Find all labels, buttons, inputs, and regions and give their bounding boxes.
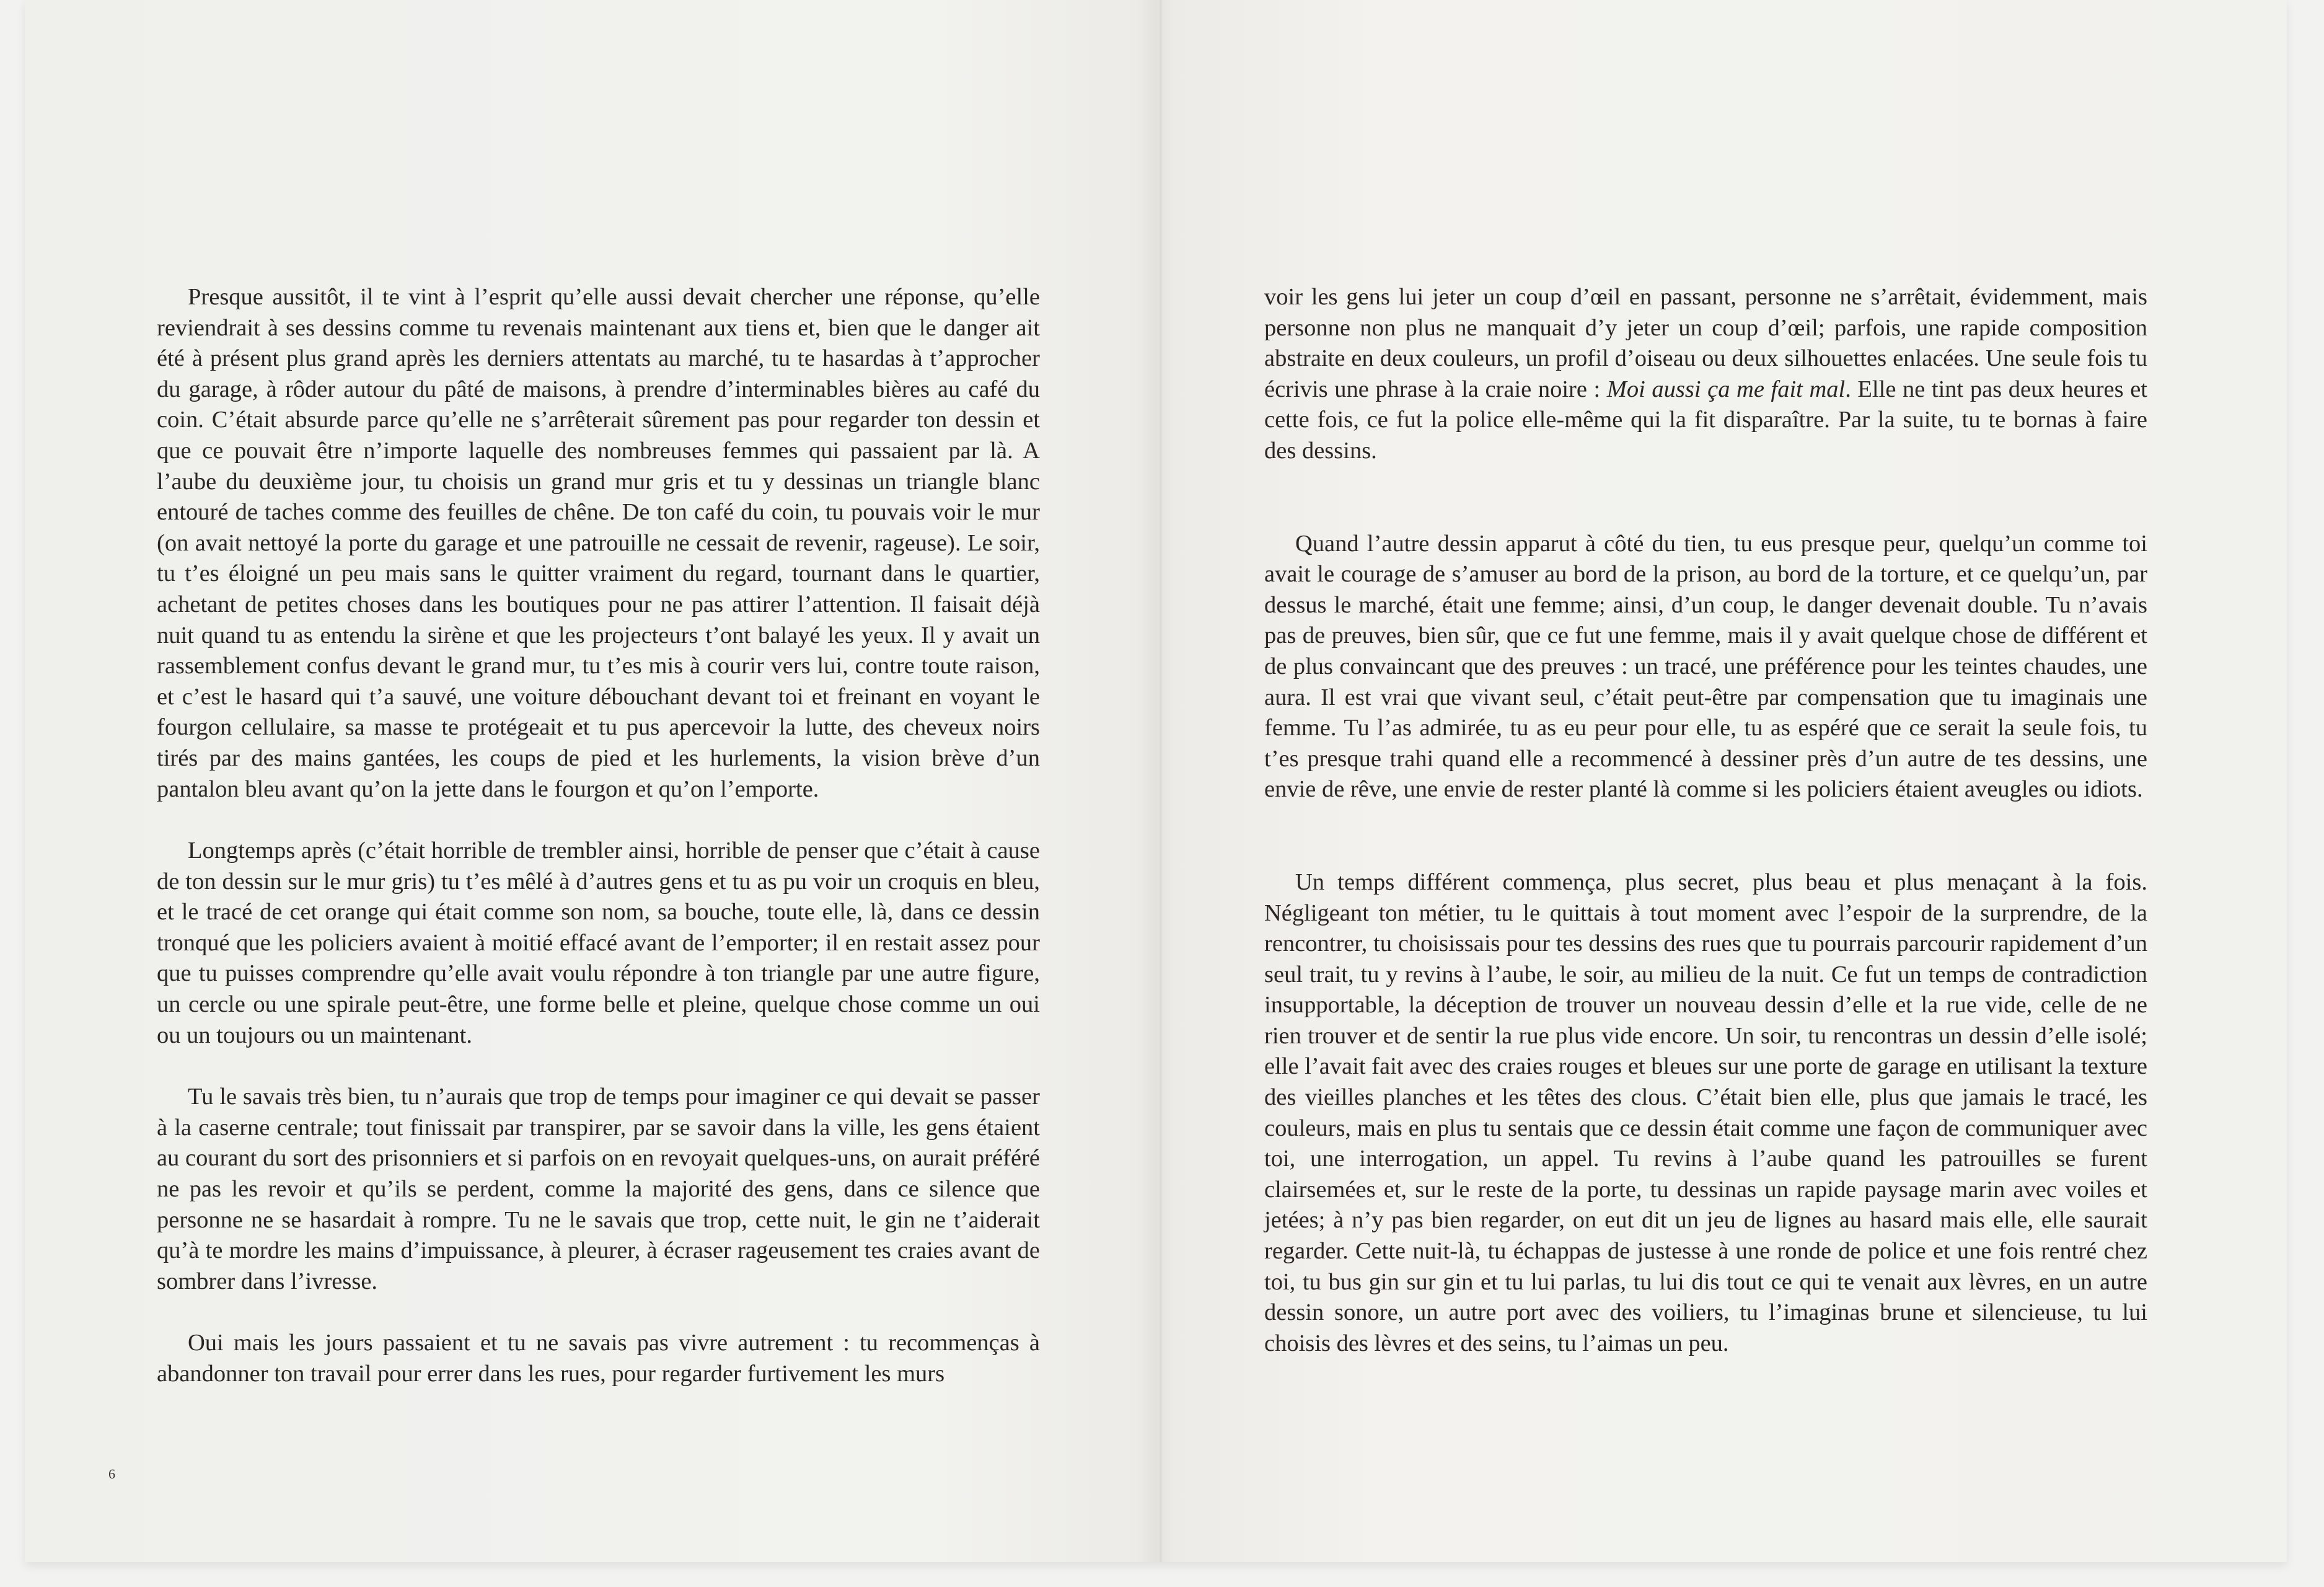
chalk-phrase: Moi aussi ça me fait mal [1606,376,1846,402]
left-paragraph-3: Tu le savais très bien, tu n’aurais que trop de temps pour imaginer ce qui devait se passer à la caserne centrale; tout finissait par transpirer, par se savoir dans la ville, les gens étaient au courant du sort des prisonniers et si parfois on en revoyait quelques-uns, on aurait préféré ne pas les revoir et qu’ils se perdent, comme la majorité des gens, dans ce silence que personne ne se hasardait à rompre. Tu ne le savais que trop, cette nuit, le gin ne t’aiderait qu’à te mordre les mains d’impuissance, à pleurer, à écraser rageusement tes craies avant de sombrer dans l’ivresse. [157,1084,1040,1294]
right-paragraph-2: Quand l’autre dessin apparut à côté du tien, tu eus presque peur, quelqu’un comme toi avait le courage de s’amuser au bord de la prison, au bord de la torture, et ce quelqu’un, par dessus le marché, était une femme; ainsi, d’un coup, le danger devenait double. Tu n’avais pas de preuves, bien sûr, que ce fut une femme, mais il y avait quelque chose de différent et de plus convaincant que des preuves : un tracé, une préférence pour les teintes chaudes, une aura. Il est vrai que vivant seul, c’était peut-être par compensation que tu imaginais une femme. Tu l’as admirée, tu as eu peur pour elle, tu as espéré que ce serait la seule fois, tu t’es presque trahi quand elle a recommencé à dessiner près d’un autre de tes dessins, une envie de rêve, une envie de rester planté là comme si les policiers étaient aveugles ou idiots. [1264,530,2147,803]
right-page-text [1264,282,2147,1359]
right-paragraph-3: Un temps différent commença, plus secret, plus beau et plus menaçant à la fois. Négligeant ton métier, tu le quittais à tout moment avec l’espoir de la surprendre, de la rencontrer, tu choisissais pour tes dessins des rues que tu pourrais parcourir rapidement d’un seul trait, tu y revins à l’aube, le soir, au milieu de la nuit. Ce fut un temps de contradiction insupportable, la déception de trouver un nouveau dessin d’elle et la rue vide, celle de ne rien trouver et de sentir la rue plus vide encore. Un soir, tu rencontras un dessin d’elle isolé; elle l’avait fait avec des craies rouges et bleues sur une porte de garage en utilisant la texture des vieilles planches et les têtes des clous. C’était bien elle, plus que jamais le tracé, les couleurs, mais en plus tu sentais que ce dessin était comme une façon de communiquer avec toi, une interrogation, un appel. Tu revins à l’aube quand les patrouilles se furent clairsemées et, sur le reste de la porte, tu dessinas un rapide paysage marin avec voiles et jetées; à n’y pas bien regarder, on eut dit un jeu de lignes au hasard mais elle, elle saurait regarder. Cette nuit-là, tu échappas de justesse à une ronde de police et une fois rentré chez toi, tu bus gin sur gin et tu lui parlas, tu lui dis tout ce qui te venait aux lèvres, en un autre dessin sonore, un autre port avec des voiliers, tu l’imaginas brune et silencieuse, tu lui choisis des lèvres et des seins, tu l’aimas un peu. [1264,869,2147,1356]
left-paragraph-4: Oui mais les jours passaient et tu ne savais pas vivre autrement : tu recommenças à abandonner ton travail pour errer dans les rues, pour regarder furtivement les murs [157,1330,1040,1387]
left-paragraph-2: Longtemps après (c’était horrible de trembler ainsi, horrible de penser que c’était à cause de ton dessin sur le mur gris) tu t’es mêlé à d’autres gens et tu as pu voir un croquis en bleu, et le tracé de cet orange qui était comme son nom, sa bouche, toute elle, là, dans ce dessin tronqué que les policiers avaient à moitié effacé avant de l’emporter; il en restait assez pour que tu puisses comprendre qu’elle avait voulu répondre à ton triangle par une autre figure, un cercle ou une spirale peut-être, une forme belle et pleine, quelque chose comme un oui ou un toujours ou un maintenant. [157,838,1040,1048]
left-paragraph-1: Presque aussitôt, il te vint à l’esprit qu’elle aussi devait chercher une réponse, qu’elle reviendrait à ses dessins comme tu revenais maintenant aux tiens et, bien que le danger ait été à présent plus grand après les derniers attentats au marché, tu te hasardas à t’approcher du garage, à rôder autour du pâté de maisons, à prendre d’interminables bières au café du coin. C’était absurde parce qu’elle ne s’arrêterait sûrement pas pour regarder ton dessin et que ce pouvait être n’importe laquelle des nombreuses femmes qui passaient par là. A l’aube du deuxième jour, tu choisis un grand mur gris et tu y dessinas un triangle blanc entouré de taches comme des feuilles de chêne. De ton café du coin, tu pouvais voir le mur (on avait nettoyé la porte du garage et une patrouille ne cessait de revenir, rageuse). Le soir, tu t’es éloigné un peu mais sans le quitter vraiment du regard, tournant dans le quartier, achetant de petites choses dans les boutiques pour ne pas attirer l’attention. Il faisait déjà nuit quand tu as entendu la sirène et que les projecteurs t’ont balayé les yeux. Il y avait un rassemblement confus devant le grand mur, tu t’es mis à courir vers lui, contre toute raison, et c’est le hasard qui t’a sauvé, une voiture débouchant devant toi et freinant en voyant le fourgon cellulaire, sa masse te protégeait et tu pus apercevoir la lutte, des cheveux noirs tirés par des mains gantées, les coups de pied et les hurlements, la vision brève d’un pantalon bleu avant qu’on la jette dans le fourgon et qu’on l’emporte. [157,284,1040,802]
right-paragraph-1-start: voir les gens lui jeter un coup d’œil en passant, personne ne s’arrêtait, évidemment, mais personne non plus ne manquait d’y jeter un coup d’œil; parfois, une rapide composition abstraite en deux couleurs, un profil d’oiseau ou deux silhouettes enlacées. Une seule fois tu écrivis une phrase à la craie noire : [1264,284,2147,402]
right-paragraph-1 [1264,282,2147,467]
right-paragraph-1-end: . Elle ne tint pas deux heures et cette fois, ce fut la police elle-même qui la fit disparaître. Par la suite, tu te bornas à faire des dessins. [1264,376,2147,464]
page-fold [1159,0,1163,1562]
left-page-text [157,282,1040,1390]
page-number: 6 [108,1466,115,1482]
